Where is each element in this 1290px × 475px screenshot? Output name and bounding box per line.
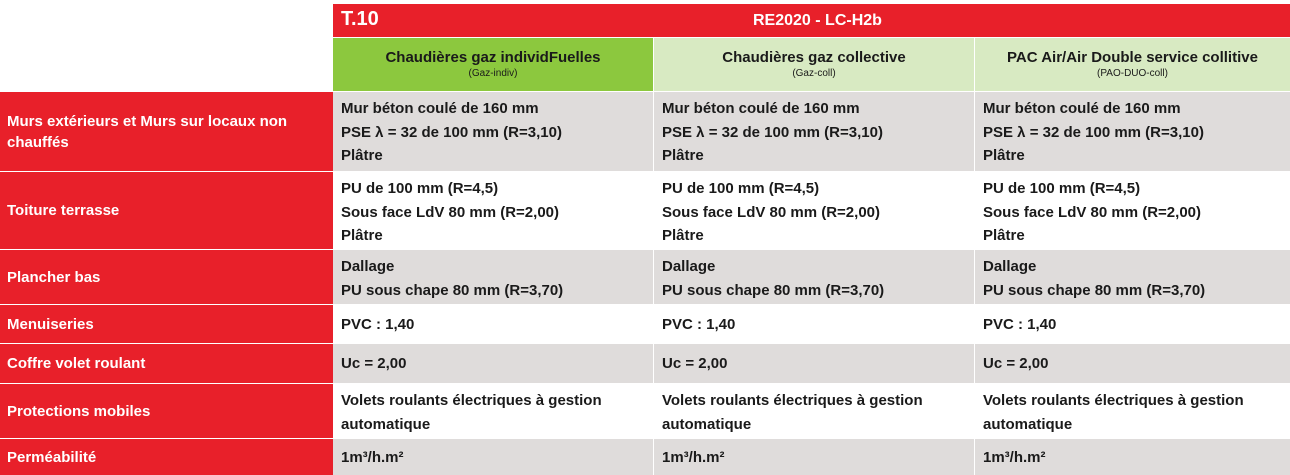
cell-line: Volets roulants électriques à gestion	[341, 392, 602, 409]
table-cell	[333, 384, 653, 438]
cell-line: PU de 100 mm (R=4,5)	[341, 180, 499, 197]
cell-line: Plâtre	[341, 147, 383, 164]
row-header-coffre-volet	[0, 344, 333, 383]
table-cell	[333, 92, 653, 171]
row-label: Protections mobiles	[7, 402, 151, 420]
cell-line: Sous face LdV 80 mm (R=2,00)	[662, 203, 880, 221]
cell-line: PVC : 1,40	[341, 316, 415, 333]
row-header-murs	[0, 92, 333, 171]
cell-line: automatique	[662, 415, 752, 433]
cell-line: PSE λ = 32 de 100 mm (R=3,10)	[983, 123, 1204, 141]
row-label: Plancher bas	[7, 268, 101, 286]
table-cell	[333, 344, 653, 383]
column-code: (PAO-DUO-coll)	[1097, 68, 1168, 79]
cell-line: Sous face LdV 80 mm (R=2,00)	[341, 203, 559, 221]
cell-line: Plâtre	[983, 227, 1025, 244]
table-cell	[654, 250, 974, 304]
cell-line: PU sous chape 80 mm (R=3,70)	[983, 281, 1206, 299]
cell-line: Uc = 2,00	[983, 355, 1049, 372]
row-header-plancher-bas	[0, 250, 333, 304]
cell-line: Dallage	[662, 258, 716, 275]
table-cell	[333, 305, 653, 343]
table-title-bar	[333, 4, 1290, 37]
cell-line: PU sous chape 80 mm (R=3,70)	[662, 281, 885, 299]
cell-line: Volets roulants électriques à gestion	[983, 392, 1244, 409]
cell-line: Mur béton coulé de 160 mm	[662, 100, 860, 117]
column-name: PAC Air/Air Double service collitive	[1007, 49, 1258, 66]
cell-line: PVC : 1,40	[983, 316, 1057, 333]
row-label: Coffre volet roulant	[7, 355, 146, 372]
column-code: (Gaz-indiv)	[468, 68, 518, 79]
cell-line: Mur béton coulé de 160 mm	[341, 100, 539, 117]
cell-line: PSE λ = 32 de 100 mm (R=3,10)	[662, 123, 883, 141]
table-cell	[333, 439, 653, 475]
row-header-menuiseries	[0, 305, 333, 343]
row-header-protections-mobiles	[0, 384, 333, 438]
table-title: RE2020 - LC-H2b	[753, 12, 882, 29]
cell-line: 1m³/h.m²	[983, 449, 1046, 466]
row-label: Murs extérieurs et Murs sur locaux non chauffés	[7, 112, 288, 151]
cell-line: 1m³/h.m²	[341, 449, 404, 466]
table-cell	[654, 344, 974, 383]
table-cell	[975, 250, 1290, 304]
cell-line: Plâtre	[662, 227, 704, 244]
row-header-permeabilite	[0, 439, 333, 475]
cell-line: Dallage	[341, 258, 395, 275]
cell-line: Plâtre	[662, 147, 704, 164]
table-cell	[333, 250, 653, 304]
row-label: Menuiseries	[7, 315, 94, 333]
table-cell	[333, 172, 653, 249]
row-header-toiture	[0, 172, 333, 249]
table-cell	[654, 92, 974, 171]
column-header-pac-duo-coll	[975, 38, 1290, 91]
table-cell	[654, 305, 974, 343]
column-name: Chaudières gaz individFuelles	[385, 49, 601, 66]
cell-line: Uc = 2,00	[341, 355, 407, 372]
cell-line: Sous face LdV 80 mm (R=2,00)	[983, 203, 1201, 221]
cell-line: PU de 100 mm (R=4,5)	[662, 180, 820, 197]
cell-line: automatique	[983, 415, 1073, 433]
cell-line: Volets roulants électriques à gestion	[662, 392, 923, 409]
table-cell	[975, 172, 1290, 249]
table-cell	[975, 92, 1290, 171]
table-cell	[654, 384, 974, 438]
column-header-gaz-coll	[654, 38, 974, 91]
table-cell	[654, 439, 974, 475]
table-code: T.10	[341, 8, 379, 30]
row-label: Perméabilité	[7, 448, 97, 466]
cell-line: PU sous chape 80 mm (R=3,70)	[341, 281, 564, 299]
cell-line: PSE λ = 32 de 100 mm (R=3,10)	[341, 123, 562, 141]
cell-line: PU de 100 mm (R=4,5)	[983, 180, 1141, 197]
cell-line: Dallage	[983, 258, 1037, 275]
table-cell	[975, 384, 1290, 438]
cell-line: Uc = 2,00	[662, 355, 728, 372]
table-cell	[975, 305, 1290, 343]
column-header-gaz-indiv	[333, 38, 653, 91]
cell-line: Plâtre	[983, 147, 1025, 164]
column-name: Chaudières gaz collective	[722, 49, 906, 66]
column-code: (Gaz-coll)	[792, 68, 836, 79]
table-cell	[975, 439, 1290, 475]
cell-line: Mur béton coulé de 160 mm	[983, 100, 1181, 117]
table-cell	[975, 344, 1290, 383]
table-cell	[654, 172, 974, 249]
cell-line: 1m³/h.m²	[662, 449, 725, 466]
row-label: Toiture terrasse	[7, 202, 120, 219]
cell-line: automatique	[341, 415, 431, 433]
cell-line: Plâtre	[341, 227, 383, 244]
cell-line: PVC : 1,40	[662, 316, 736, 333]
